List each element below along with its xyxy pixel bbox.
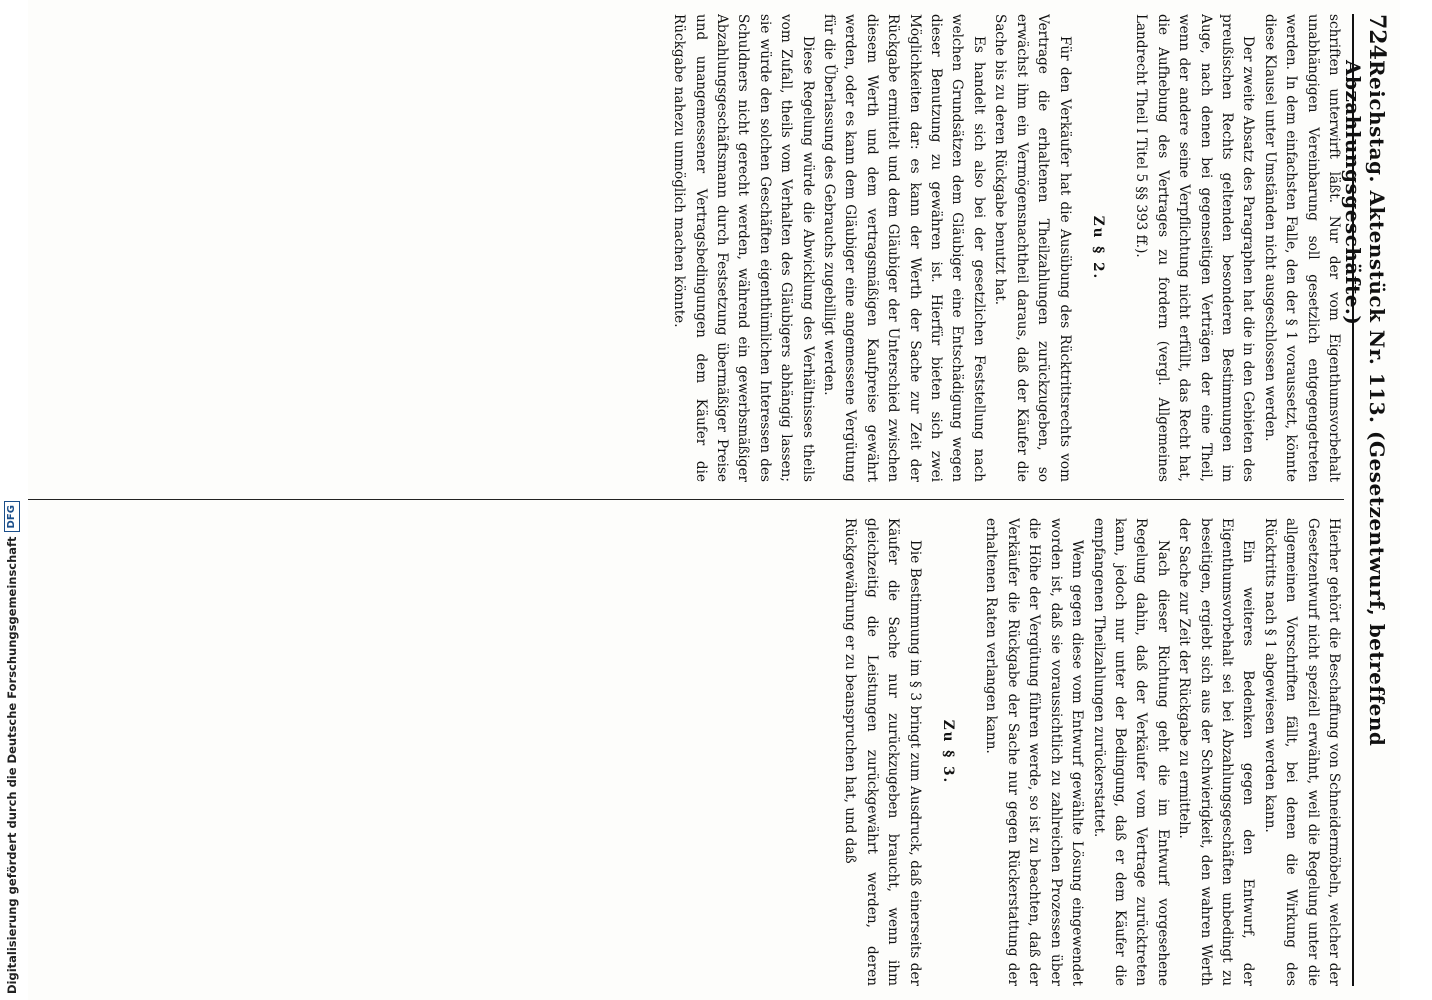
paragraph: Hierher gehört die Beschaffung von Schneidermöbeln, welcher der Gesetzentwurf nicht speziell erwähnt, weil die Regelung unter die allgemeinen Vorschriften fällt, bei denen die Wirkung des Rücktritts nach § 1 abgewiesen werden kann. [1261,518,1342,986]
page-number: 724 [1364,14,1390,60]
paragraph: Die Bestimmung im § 3 bringt zum Ausdruck, daß einerseits der Käufer die Sache nur zurückzugeben braucht, wenn ihm gleichzeitig die Leistungen zurückgewährt werden, deren Rückgewährung er zu beanspruchen hat, und daß [842,518,923,986]
paragraph: schriften unterwirft läßt. Nur der vom Eigenthumsvorbehalt unabhängigen Vereinbarung soll gesetzlich entgegengetreten werden. In dem einfachsten Falle, den der § 1 voraussetzt, könnte diese Klausel unter Umständen nicht ausgeschlossen werden. [1261,14,1342,482]
dfg-logo: DFG [4,501,20,532]
paragraph: Es handelt sich also bei der gesetzlichen Feststellung nach welchen Grundsätzen dem Gläubiger eine Entschädigung wegen dieser Benutzung zu gewähren ist. Hierfür bieten sich zwei Möglichkeiten dar: es kann der Werth der Sache zur Zeit der Rückgabe ermittelt und dem Gläubiger der Unterschied zwischen diesem Werth und dem vertragsmäßigen Kaufpreise gewährt werden, oder es kann dem Gläubiger eine angemessene Vergütung für die Überlassung des Gebrauchs zugebilligt werden. [821,14,987,482]
digitization-credit-strip [0,0,28,1000]
paragraph: Nach dieser Richtung geht die im Entwurf vorgesehene Regelung dahin, daß der Verkäufer vom Vertrage zurücktreten kann, jedoch nur unter der Bedingung, daß er dem Käufer die empfangenen Theilzahlungen zurückerstattet. [1090,518,1171,986]
section-heading: Zu § 3. [940,719,957,785]
digitization-credit [2,0,22,994]
paragraph: Wenn gegen diese vom Entwurf gewählte Lösung eingewendet worden ist, daß sie voraussichtlich zu zahlreichen Prozessen über die Höhe der Vergütung führen werde, so ist zu beachten, daß der Verkäufer die Rückgabe der Sache nur gegen Rückerstattung der erhaltenen Raten verlangen kann. [983,518,1086,986]
paragraph: Diese Regelung würde die Abwicklung des Verhältnisses theils vom Zufall, theils vom Verhalten des Gläubigers abhängig lassen; sie würde den solchen Geschäften eigenthümlichen Interessen des Schuldners nicht gerecht werden, während ein gewerbsmäßiger Abzahlungsgeschäftsmann durch Festsetzung übermäßiger Preise und unangemessener Vertragsbedingungen dem Käufer die Rückgabe nahezu unmöglich machen könnte. [671,14,816,482]
credit-text: Digitalisierung gefördert durch die Deutsche Forschungsgemeinschaft [5,536,19,994]
page-header [1341,14,1390,986]
left-text-column [24,14,1344,482]
page-title: Reichstag. Aktenstück Nr. 113. (Gesetzentwurf, betreffend Abzahlungsgeschäfte.) [1341,59,1389,747]
paragraph: Für den Verkäufer hat die Ausübung des Rücktrittsrechts vom Vertrage die erhaltenen Theilzahlungen zurückzugeben, so erwächst ihm ein Vermögensnachtheil daraus, daß der Käufer die Sache bis zu deren Rückgabe benutzt hat. [992,14,1073,482]
section-heading: Zu § 2. [1089,215,1106,281]
column-divider [24,499,1344,500]
right-text-column [24,518,1344,986]
paragraph: Der zweite Absatz des Paragraphen hat die in den Gebieten des preußischen Rechts geltenden besonderen Bestimmungen im Auge, nach denen bei gegenseitigen Verträgen der eine Theil, wenn der andere seine Verpflichtung nicht erfüllt, das Recht hat, die Aufhebung des Vertrages zu fordern (vergl. Allgemeines Landrecht Theil I Titel 5 §§ 393 ff.). [1133,14,1257,482]
paragraph: Ein weiteres Bedenken gegen den Entwurf, der Eigenthumsvorbehalt sei bei Abzahlungsgeschäften unbedingt zu beseitigen, ergiebt sich aus der Schwierigkeit, den wahren Werth der Sache zur Zeit der Rückgabe zu ermitteln. [1176,518,1257,986]
